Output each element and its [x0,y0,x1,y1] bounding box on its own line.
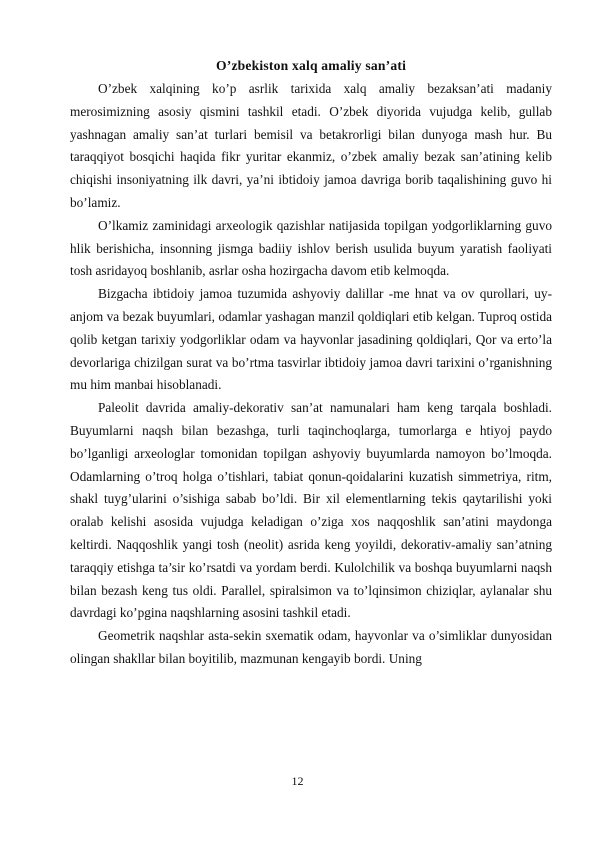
paragraph-5: Geometrik naqshlar asta-sekin sxematik odam, hayvonlar va o’simliklar dunyosidan olingan shakllar bilan boyitilib, mazmunan kengayib bordi. Uning [70,628,552,666]
paragraph-4: Paleolit davrida amaliy-dekorativ san’at namunalari ham keng tarqala boshladi. Buyumlarni naqsh bilan bezashga, turli taqinchoqlarga, tumorlarga e htiyoj paydo bo’lganligi arxeologlar tomonidan topilgan ashyoviy buyumlarda namoyon bo’lmoqda. Odamlarning o’troq holga o’tishlari, tabiat qonun-qoidalarini kuzatish simmetriya, ritm, shakl tuyg’ularini o’sishiga sabab bo’ldi. Bir xil elementlarning tekis qaytarilishi yoki oralab kelishi asosida vujudga keladigan o’ziga xos naqqoshlik san’atini maydonga keltirdi. Naqqoshlik yangi tosh (neolit) asrida keng yoyildi, dekorativ-amaliy san’atning taraqqiy etishga ta’sir ko’rsatdi va yordam berdi. Kulolchilik va boshqa buyumlarni naqsh bilan bezash keng tus oldi. Parallel, spiralsimon va to’lqinsimon chiziqlar, aylanalar shu davrdagi ko’pgina naqshlarning asosini tashkil etadi. [70,400,552,621]
page-title: O’zbekiston xalq amaliy san’ati [215,58,407,73]
paragraph-3: Bizgacha ibtidoiy jamoa tuzumida ashyoviy dalillar -me hnat va ov qurollari, uy-anjom va bezak buyumlari, odamlar yashagan manzil qoldiqlari etib kelgan. Tuproq ostida qolib ketgan tarixiy yodgorliklar odam va hayvonlar jasadining qoldiqlari, Qor va erto’la devorlariga chizilgan surat va bo’rtma tasvirlar ibtidoiy jamoa davri tarixini o’rganishning mu him manbai hisoblanadi. [70,286,552,393]
paragraph-2: O’lkamiz zaminidagi arxeologik qazishlar natijasida topilgan yodgorliklarning guvo hlik berishicha, insonning jismga badiiy ishlov berish usulida buyum yaratish faoliyati tosh asridayoq boshlanib, asrlar osha hozirgacha davom etib kelmoqda. [70,217,552,279]
document-page [70,56,552,671]
paragraph-1: O’zbek xalqining ko’p asrlik tarixida xalq amaliy bezaksan’ati madaniy merosimizning asosiy qismini tashkil etadi. O’zbek diyorida vujudga kelib, gullab yashnagan amaliy san’at turlari bemisil va betakrorligi bilan dunyoga mash hur. Bu taraqqiyot bosqichi haqida fikr yuritar ekanmiz, o’zbek amaliy bezak san’atining kelib chiqishi insoniyatning ilk davri, ya’ni ibtidoiy jamoa davriga borib taqalishining guvo hi bo’lamiz. [70,81,552,210]
page-number: 12 [291,774,304,788]
